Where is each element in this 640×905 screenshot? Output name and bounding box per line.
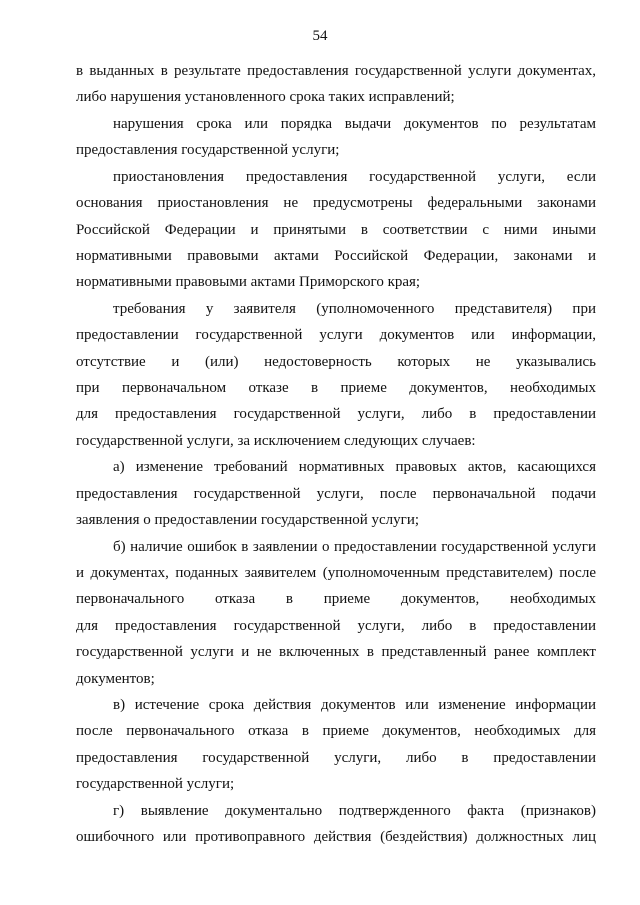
text-line: основания приостановления не предусмотрены федеральными законами — [76, 195, 596, 211]
text-line: б) наличие ошибок в заявлении о предоставлении государственной услуги — [113, 539, 596, 555]
text-line: требования у заявителя (уполномоченного представителя) при — [113, 301, 596, 317]
text-line: после первоначального отказа в приеме документов, необходимых для — [76, 723, 596, 739]
text-line: отсутствие и (или) недостоверность которых не указывались — [76, 354, 596, 370]
text-line: ошибочного или противоправного действия (бездействия) должностных лиц — [76, 829, 596, 845]
text-line: государственной услуги и не включенных в представленный ранее комплект — [76, 644, 596, 660]
text-line: а) изменение требований нормативных правовых актов, касающихся — [113, 459, 596, 475]
text-line: нормативными правовыми актами Российской Федерации, законами и — [76, 248, 596, 264]
text-line: нормативными правовыми актами Приморского края; — [76, 274, 421, 290]
text-line: при первоначальном отказе в приеме документов, необходимых — [76, 380, 596, 396]
text-line: предоставления государственной услуги; — [76, 142, 340, 158]
text-line: и документах, поданных заявителем (уполномоченным представителем) после — [76, 565, 596, 581]
text-line: государственной услуги, за исключением следующих случаев: — [76, 433, 476, 449]
text-line: г) выявление документально подтвержденного факта (признаков) — [113, 803, 596, 819]
text-line: первоначального отказа в приеме документов, необходимых — [76, 591, 596, 607]
text-line: предоставления государственной услуги, после первоначальной подачи — [76, 486, 596, 502]
text-line: в выданных в результате предоставления государственной услуги документах, — [76, 63, 596, 79]
text-line: документов; — [76, 671, 155, 687]
page-number: 54 — [312, 28, 328, 44]
text-line: Российской Федерации и принятыми в соответствии с ними иными — [76, 222, 596, 238]
text-line: для предоставления государственной услуги, либо в предоставлении — [76, 618, 596, 634]
text-line: либо нарушения установленного срока таких исправлений; — [76, 89, 455, 105]
text-line: в) истечение срока действия документов или изменение информации — [113, 697, 596, 713]
text-line: предоставлении государственной услуги документов или информации, — [76, 327, 596, 343]
text-line: приостановления предоставления государственной услуги, если — [113, 169, 596, 185]
text-line: нарушения срока или порядка выдачи документов по результатам — [113, 116, 596, 132]
text-line: государственной услуги; — [76, 776, 235, 792]
text-line: заявления о предоставлении государственной услуги; — [76, 512, 420, 528]
text-line: для предоставления государственной услуги, либо в предоставлении — [76, 406, 596, 422]
text-line: предоставления государственной услуги, либо в предоставлении — [76, 750, 596, 766]
